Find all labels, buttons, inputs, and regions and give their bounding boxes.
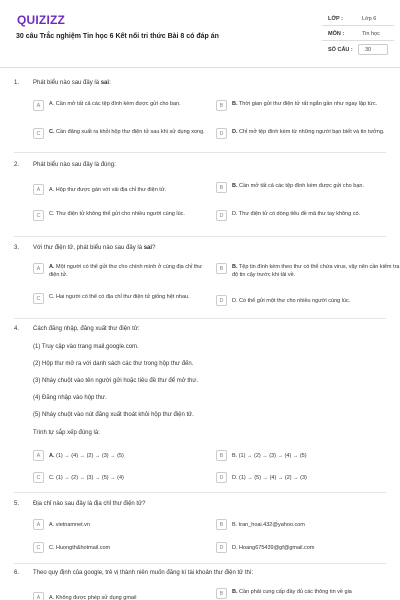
option-text: A. Cần mở tất cả các tệp đính kèm được gửi cho bạn. [49, 101, 181, 107]
step-2: (2) Hộp thư mở ra với danh sách các thư trong hộp thư đến. [33, 361, 194, 367]
option-text: C. Hai người có thể có địa chỉ thư điện tử giống hệt nhau. [49, 294, 190, 300]
option-text: A. Hộp thư được gán với vải địa chỉ thư điện tử. [49, 187, 167, 193]
option-text: A. Một người có thể gửi thư cho chính mình ở cùng địa chỉ thư điện tử. [49, 264, 203, 278]
instruction-text: Trình tự sắp xếp đúng là: [33, 430, 100, 436]
option-text: B. tran_hoai.432@yahoo.com [232, 522, 305, 528]
option-text: D. Chỉ mở tệp đính kèm từ những người bạn biết và tin tưởng. [232, 129, 385, 135]
question-text: Với thư điện tử, phát biểu nào sau đây là sai? [33, 245, 156, 251]
class-value: Lớp 6 [362, 16, 377, 22]
option-letter: B [216, 263, 227, 274]
question-text: Địa chỉ nào sau đây là địa chỉ thư điện tử? [33, 501, 146, 507]
option-text: D. Có thể gửi một thư cho nhiều người cùng lúc. [232, 298, 351, 304]
step-1: (1) Truy cập vào trang mail.google.com. [33, 344, 139, 350]
option-letter: D [216, 472, 227, 483]
option-text: B. Cần phải cung cấp đầy đủ các thông tin về gia [232, 589, 352, 595]
option-letter: A [33, 519, 44, 530]
option-letter: B [216, 450, 227, 461]
option-text: C. (1) → (2) → (3) → (5) → (4) [49, 475, 124, 481]
option-letter: C [33, 542, 44, 553]
option-letter: A [33, 592, 44, 600]
option-letter: C [33, 293, 44, 304]
option-text: A. (1) → (4) → (2) → (3) → (5) [49, 453, 124, 459]
question-text: Theo quy định của google, trẻ vị thành niên muốn đăng kí tài khoản thư điện tử thì: [33, 570, 254, 576]
question-text: Cách đăng nhập, đăng xuất thư điện tử: [33, 326, 140, 332]
question-number: 5. [14, 501, 20, 507]
question-number: 4. [14, 326, 20, 332]
count-label: SỐ CÂU : [328, 47, 353, 53]
step-5: (5) Nháy chuột vào nút đăng xuất thoát khỏi hộp thư điện tử. [33, 412, 194, 418]
question-number: 6. [14, 570, 20, 576]
option-text: C. Cần đăng xuất ra khỏi hộp thư điện tử sau khi sử dụng xong. [49, 129, 205, 135]
option-letter: D [216, 128, 227, 139]
option-text: D. Thư điện tử có dòng tiêu đề mã thư tay không có. [232, 211, 361, 217]
option-letter: A [33, 450, 44, 461]
option-text: A. vietnamnet.vn [49, 522, 90, 528]
step-3: (3) Nháy chuột vào tên người gửi hoặc tiêu đề thư để mở thư. [33, 378, 199, 384]
option-letter: B [216, 100, 227, 111]
option-letter: B [216, 519, 227, 530]
meta-divider [322, 40, 394, 41]
question-divider [14, 152, 386, 153]
option-text: C. Thư điện tử không thể gửi cho nhiều người cùng lúc. [49, 211, 185, 217]
option-letter: C [33, 210, 44, 221]
option-letter: C [33, 128, 44, 139]
worksheet-meta [322, 12, 394, 72]
class-label: LỚP : [328, 16, 343, 22]
question-divider [14, 492, 386, 493]
option-letter: D [216, 295, 227, 306]
option-letter: B [216, 182, 227, 193]
question-number: 2. [14, 162, 20, 168]
option-text: B. Tệp tin đính kèm theo thư có thể chứa virus, vậy nên cần kiểm tra độ tin cậy trước khi tải về. [232, 264, 400, 278]
option-text: A. Không được phép sử dụng gmail [49, 595, 137, 600]
option-letter: B [216, 588, 227, 599]
question-text: Phát biểu nào sau đây là đúng: [33, 162, 116, 168]
question-divider [14, 318, 386, 319]
option-letter: A [33, 100, 44, 111]
question-divider [14, 563, 386, 564]
count-value: 30 [365, 47, 372, 53]
meta-divider [322, 25, 394, 26]
option-letter: D [216, 210, 227, 221]
option-text: B. Cần mở tất cả các tệp đính kèm được gửi cho bạn. [232, 183, 364, 189]
option-text: B. (1) → (2) → (3) → (4) → (5) [232, 453, 307, 459]
option-letter: A [33, 184, 44, 195]
question-number: 1. [14, 80, 20, 86]
subject-value: Tin học [362, 31, 380, 37]
option-letter: A [33, 263, 44, 274]
option-text: D. (1) → (5) → (4) → (2) → (3) [232, 475, 307, 481]
question-number: 3. [14, 245, 20, 251]
option-text: D. Hoang675439@gf@gmail.com [232, 545, 315, 551]
count-box [358, 44, 388, 55]
question-text: Phát biểu nào sau đây là sai: [33, 80, 111, 86]
page-title: 30 câu Trắc nghiệm Tin học 6 Kết nối tri thức Bài 8 có đáp án [16, 33, 219, 40]
option-letter: D [216, 542, 227, 553]
quizizz-logo[interactable]: QUIZIZZ [17, 13, 66, 27]
option-letter: C [33, 472, 44, 483]
subject-label: MÔN : [328, 31, 345, 37]
option-text: B. Thời gian gửi thư điện tử rất ngắn gần như ngay lập tức. [232, 101, 378, 107]
worksheet-header [0, 0, 400, 68]
option-text: C. Huongth&hotmail.com [49, 545, 111, 551]
question-divider [14, 236, 386, 237]
step-4: (4) Đăng nhập vào hộp thư. [33, 395, 107, 401]
